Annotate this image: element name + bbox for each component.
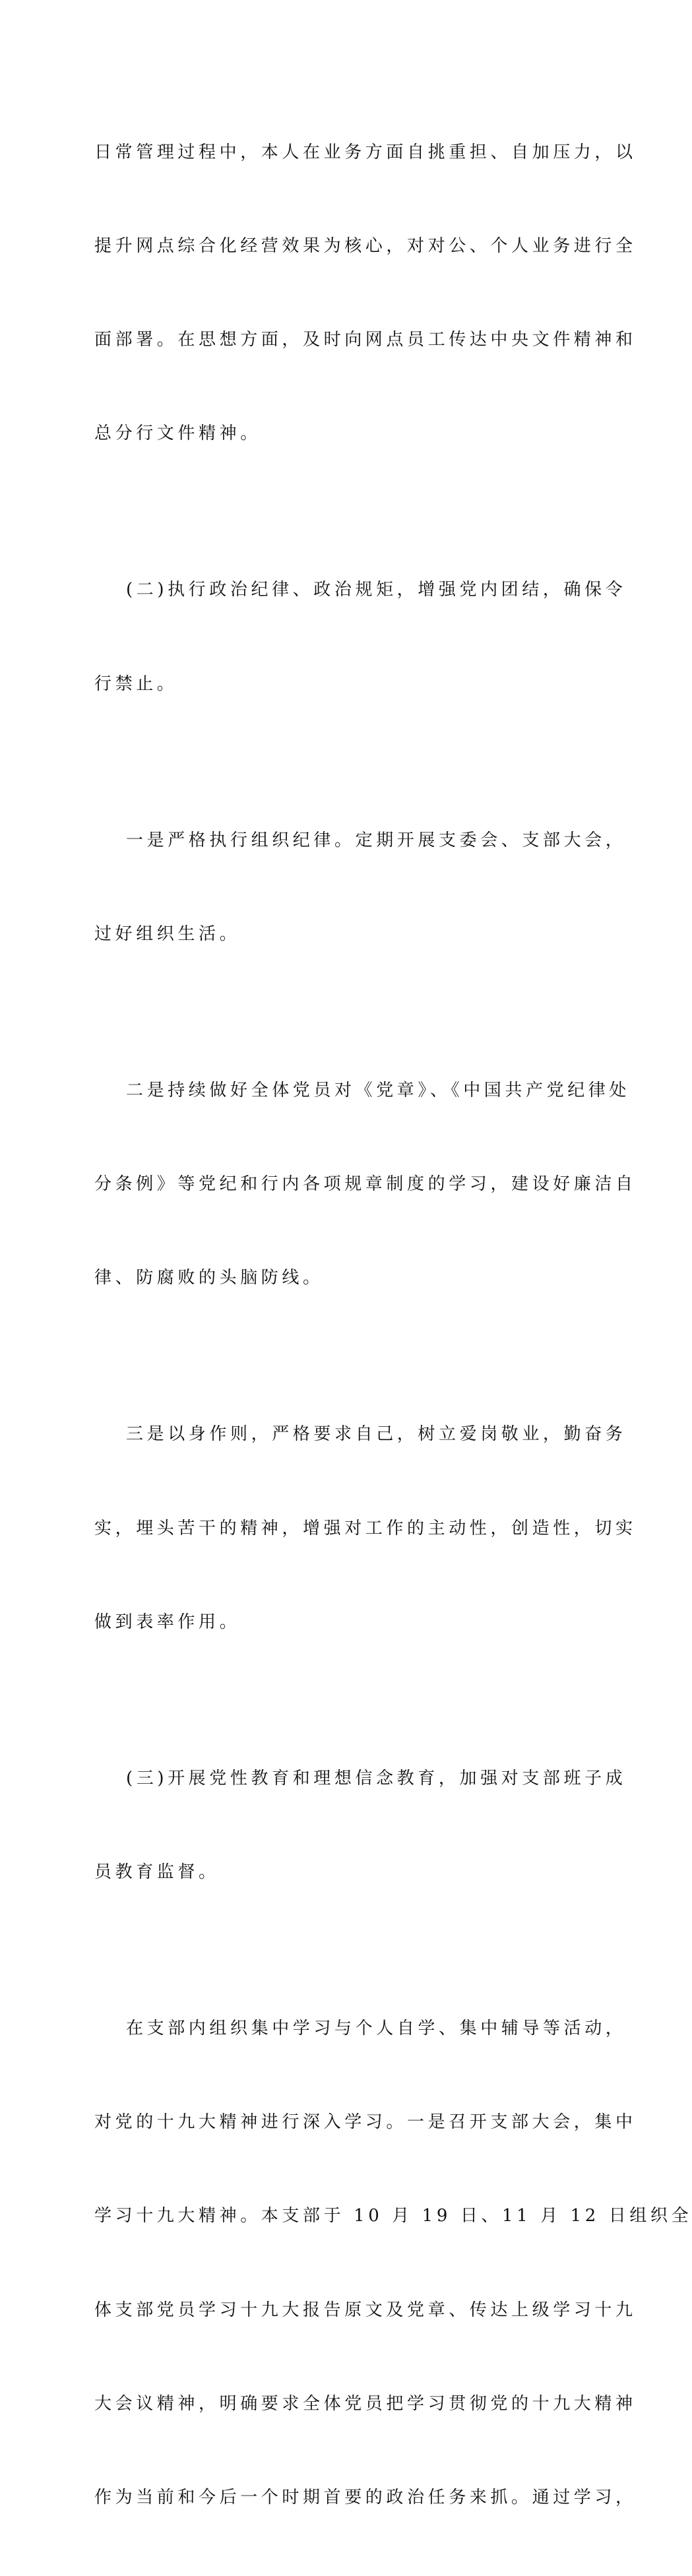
text-line: 一是严格执行组织纪律。定期开展支委会、支部大会， bbox=[126, 830, 627, 850]
text-line: 对党的十九大精神进行深入学习。一是召开支部大会，集中 bbox=[94, 2112, 637, 2133]
paragraph bbox=[94, 1013, 637, 1356]
text-line: 大会议精神，明确要求全体党员把学习贯彻党的十九大精神 bbox=[94, 2393, 637, 2414]
text-line: 在支部内组织集中学习与个人自学、集中辅导等活动， bbox=[126, 2018, 627, 2038]
paragraph bbox=[94, 513, 627, 763]
paragraph bbox=[94, 1356, 637, 1700]
text-line: 二是持续做好全体党员对《党章》、《中国共产党纪律处 bbox=[126, 1080, 631, 1100]
text-line: 分条例》等党纪和行内各项规章制度的学习，建设好廉洁自 bbox=[94, 1174, 637, 1195]
text-line: 作为当前和今后一个时期首要的政治任务来抓。通过学习， bbox=[94, 2487, 637, 2507]
paragraph bbox=[94, 1951, 692, 2576]
text-line: 做到表率作用。 bbox=[94, 1612, 241, 1632]
text-line: 律、防腐败的头脑防线。 bbox=[94, 1268, 324, 1288]
text-line: 体支部党员学习十九大报告原文及党章、传达上级学习十九 bbox=[94, 2300, 637, 2320]
paragraph bbox=[94, 763, 627, 1013]
text-line: 面部署。在思想方面，及时向网点员工传达中央文件精神和 bbox=[94, 330, 637, 350]
text-line: 总分行文件精神。 bbox=[94, 424, 261, 444]
paragraph bbox=[94, 75, 637, 513]
text-line: 实，埋头苦干的精神，增强对工作的主动性，创造性，切实 bbox=[94, 1518, 637, 1538]
text-line: 三是以身作则，严格要求自己，树立爱岗敬业，勤奋务 bbox=[126, 1424, 627, 1445]
text-line: (三)开展党性教育和理想信念教育，加强对支部班子成 bbox=[126, 1768, 627, 1788]
text-line: 日常管理过程中，本人在业务方面自挑重担、自加压力，以 bbox=[94, 142, 637, 162]
document-body bbox=[94, 75, 692, 2576]
text-line: (二)执行政治纪律、政治规矩，增强党内团结，确保令 bbox=[126, 580, 627, 600]
text-line: 员教育监督。 bbox=[94, 1862, 220, 1882]
text-line: 过好组织生活。 bbox=[94, 924, 241, 944]
text-line: 提升网点综合化经营效果为核心，对对公、个人业务进行全 bbox=[94, 236, 637, 257]
text-line: 学习十九大精神。本支部于 10 月 19 日、11 月 12 日组织全 bbox=[94, 2206, 692, 2226]
paragraph bbox=[94, 1701, 627, 1951]
text-line: 行禁止。 bbox=[94, 674, 178, 694]
